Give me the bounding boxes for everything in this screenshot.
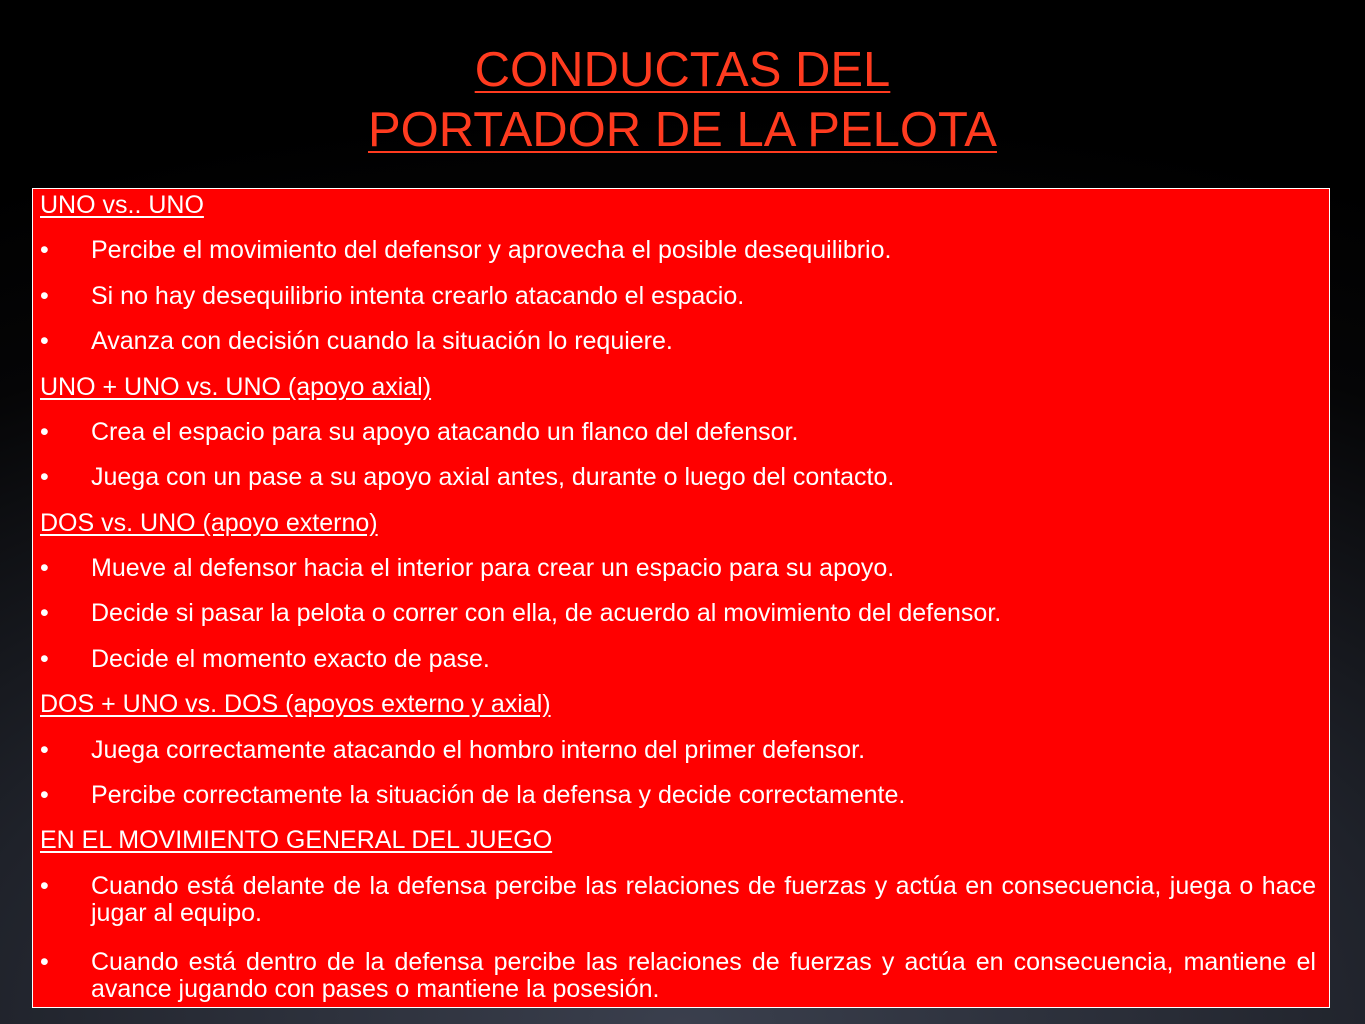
section-heading-uno-vs-uno: UNO vs.. UNO xyxy=(40,191,204,219)
bullet-marker: • xyxy=(40,948,49,976)
bullet-item xyxy=(40,555,1316,582)
bullet-item xyxy=(40,237,1316,264)
slide-title xyxy=(0,40,1365,160)
bullet-marker: • xyxy=(40,463,49,491)
bullet-marker: • xyxy=(40,554,49,582)
bullet-item xyxy=(40,873,1316,927)
bullet-item xyxy=(40,646,1316,673)
section-heading-dos-vs-uno: DOS vs. UNO (apoyo externo) xyxy=(40,509,378,537)
bullet-text: Juega con un pase a su apoyo axial antes, durante o luego del contacto. xyxy=(91,463,895,491)
bullet-marker: • xyxy=(40,781,49,809)
bullet-marker: • xyxy=(40,327,49,355)
bullet-item xyxy=(40,283,1316,310)
bullet-item xyxy=(40,782,1316,809)
bullet-text: Crea el espacio para su apoyo atacando un flanco del defensor. xyxy=(91,418,799,446)
bullet-text: Decide el momento exacto de pase. xyxy=(91,645,490,673)
bullet-item xyxy=(40,419,1316,446)
bullet-marker: • xyxy=(40,599,49,627)
bullet-marker: • xyxy=(40,736,49,764)
section-heading-uno-uno-vs-uno: UNO + UNO vs. UNO (apoyo axial) xyxy=(40,373,432,401)
bullet-item xyxy=(40,328,1316,355)
title-line-2: PORTADOR DE LA PELOTA xyxy=(367,103,997,157)
bullet-marker: • xyxy=(40,872,49,900)
bullet-text: Cuando está dentro de la defensa percibe las relaciones de fuerzas y actúa en consecuencia, mantiene el avance jugando con pases o mantiene la posesión. xyxy=(91,948,1316,1003)
bullet-item xyxy=(40,464,1316,491)
bullet-marker: • xyxy=(40,418,49,446)
bullet-item xyxy=(40,949,1316,1003)
bullet-text: Si no hay desequilibrio intenta crearlo atacando el espacio. xyxy=(91,282,745,310)
bullet-text: Cuando está delante de la defensa percibe las relaciones de fuerzas y actúa en consecuencia, juega o hace jugar al equipo. xyxy=(91,872,1316,927)
bullet-item xyxy=(40,737,1316,764)
bullet-text: Decide si pasar la pelota o correr con ella, de acuerdo al movimiento del defensor. xyxy=(91,599,1002,627)
bullet-item xyxy=(40,600,1316,627)
bullet-marker: • xyxy=(40,236,49,264)
section-heading-dos-uno-vs-dos: DOS + UNO vs. DOS (apoyos externo y axial) xyxy=(40,690,551,718)
bullet-text: Juega correctamente atacando el hombro interno del primer defensor. xyxy=(91,736,866,764)
title-line-1: CONDUCTAS DEL xyxy=(474,43,891,97)
bullet-text: Percibe el movimiento del defensor y aprovecha el posible desequilibrio. xyxy=(91,236,892,264)
bullet-marker: • xyxy=(40,645,49,673)
content-panel xyxy=(32,188,1330,1008)
bullet-marker: • xyxy=(40,282,49,310)
bullet-text: Avanza con decisión cuando la situación lo requiere. xyxy=(91,327,673,355)
bullet-text: Mueve al defensor hacia el interior para crear un espacio para su apoyo. xyxy=(91,554,895,582)
bullet-text: Percibe correctamente la situación de la defensa y decide correctamente. xyxy=(91,781,906,809)
section-heading-movimiento-general: EN EL MOVIMIENTO GENERAL DEL JUEGO xyxy=(40,826,553,854)
